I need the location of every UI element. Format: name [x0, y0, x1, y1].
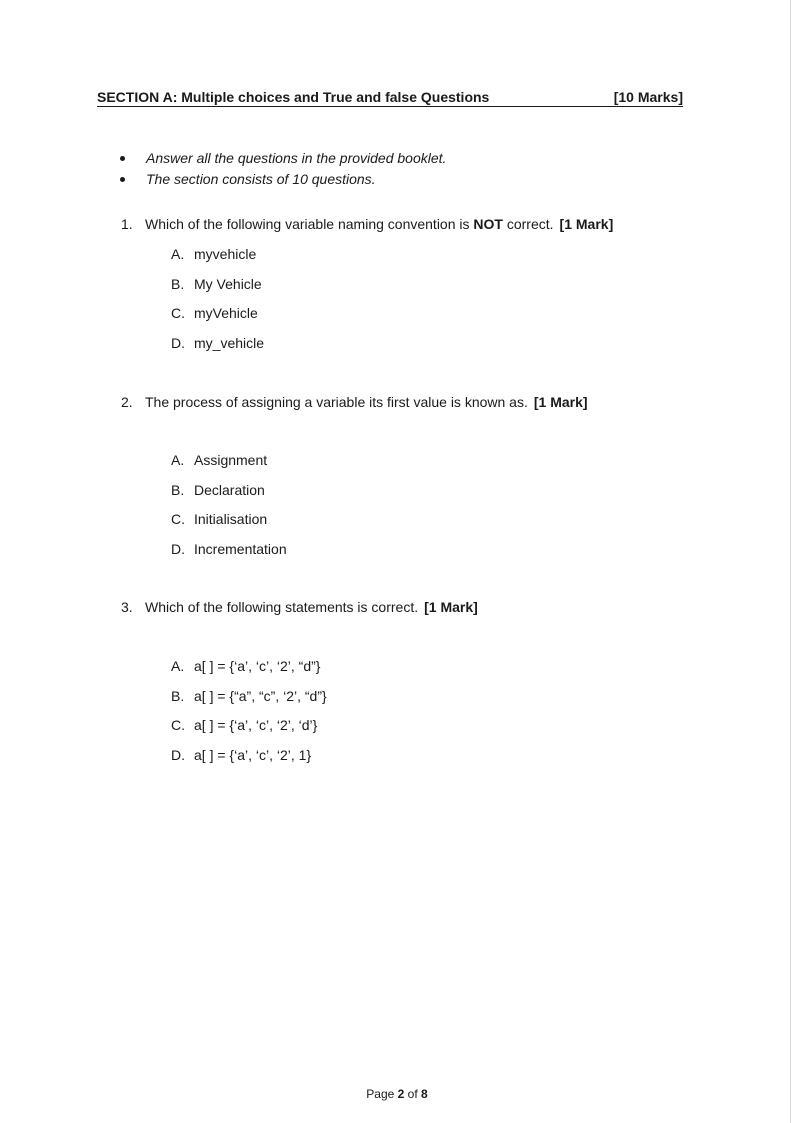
section-header — [97, 89, 683, 107]
instructions-list — [120, 148, 446, 190]
option-d: D. Incrementation — [171, 540, 287, 557]
question-2 — [121, 392, 588, 412]
option-b: B. Declaration — [171, 481, 265, 498]
question-number: 3. — [121, 599, 133, 615]
question-1-options — [171, 244, 264, 353]
of-label: of — [407, 1087, 418, 1101]
page-label: Page — [366, 1087, 395, 1101]
question-2-text: 2. The process of assigning a variable its first value is known as. [1 Mark] — [121, 394, 588, 410]
page-total: 8 — [421, 1087, 428, 1101]
option-b: B. My Vehicle — [171, 275, 262, 292]
question-3-text: 3. Which of the following statements is correct. [1 Mark] — [121, 599, 478, 615]
emphasis-not: NOT — [473, 216, 503, 232]
option-d: D. a[ ] = {‘a’, ‘c’, ‘2’, 1} — [171, 746, 312, 763]
option-c: C. myVehicle — [171, 305, 258, 321]
option-c: C. Initialisation — [171, 511, 268, 527]
question-1-text: 1. Which of the following variable naming convention is NOT correct. [1 Mark] — [121, 216, 614, 232]
page-footer — [0, 1087, 794, 1101]
option-b: B. a[ ] = {“a”, “c”, ‘2’, “d”} — [171, 687, 327, 704]
section-title: SECTION A: Multiple choices and True and false Questions — [97, 89, 490, 105]
question-number: 2. — [121, 394, 133, 410]
question-2-options — [171, 450, 287, 559]
question-3-options — [171, 656, 327, 765]
instruction-item: The section consists of 10 questions. — [120, 169, 446, 190]
option-c: C. a[ ] = {‘a’, ‘c’, ‘2’, ‘d’} — [171, 717, 318, 733]
question-marks: [1 Mark] — [533, 394, 588, 410]
question-number: 1. — [121, 216, 133, 232]
question-1 — [121, 214, 613, 234]
option-a: A. a[ ] = {‘a’, ‘c’, ‘2’, “d”} — [171, 658, 321, 674]
section-marks: [10 Marks] — [613, 89, 683, 105]
bullet-icon — [120, 177, 125, 182]
instruction-item: Answer all the questions in the provided booklet. — [120, 148, 446, 169]
scan-edge-line — [790, 0, 791, 1123]
question-marks: [1 Mark] — [559, 216, 614, 232]
bullet-icon — [120, 156, 125, 161]
option-a: A. Assignment — [171, 452, 268, 468]
option-a: A. myvehicle — [171, 246, 257, 262]
question-marks: [1 Mark] — [424, 599, 478, 615]
option-d: D. my_vehicle — [171, 334, 265, 351]
page-current: 2 — [397, 1087, 405, 1101]
question-3 — [121, 597, 478, 617]
